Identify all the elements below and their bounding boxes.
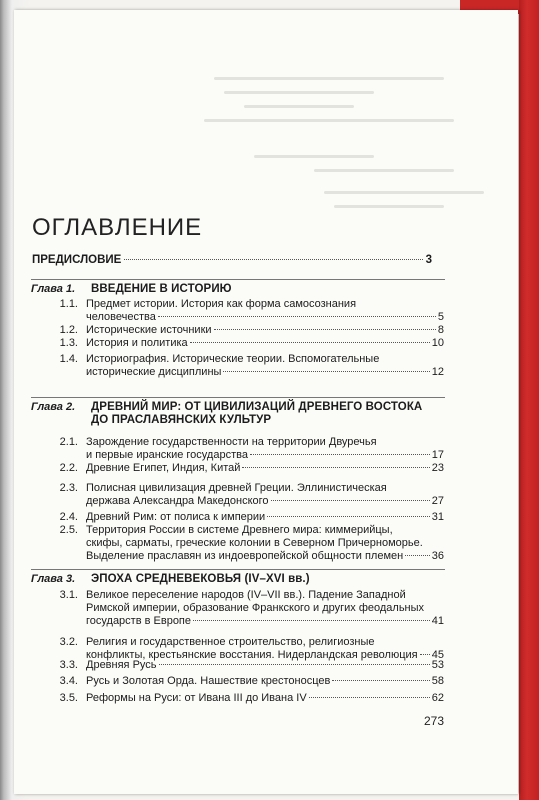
dot-leader bbox=[158, 316, 436, 317]
section-title-last-line bbox=[86, 615, 444, 628]
section-number: 3.1. bbox=[59, 589, 78, 601]
section-title bbox=[86, 524, 444, 563]
preface-label: ПРЕДИСЛОВИЕ bbox=[32, 254, 122, 266]
dot-leader bbox=[267, 516, 430, 517]
section-number: 1.4. bbox=[59, 353, 78, 365]
section-title-line: Полисная цивилизация древней Греции. Эллинистическая bbox=[86, 482, 387, 494]
section-number: 2.3. bbox=[59, 482, 78, 494]
section-page-number: 27 bbox=[431, 495, 444, 507]
section-number: 2.5. bbox=[59, 524, 78, 536]
dot-leader bbox=[250, 454, 430, 455]
chapter-divider bbox=[31, 397, 445, 398]
section-page-number: 5 bbox=[437, 311, 444, 323]
section-number: 3.5. bbox=[59, 692, 78, 704]
preface-page: 3 bbox=[425, 254, 432, 266]
section-page-number: 58 bbox=[431, 675, 444, 687]
section-title bbox=[86, 511, 444, 524]
section-title-line: Исторические источники bbox=[86, 324, 212, 336]
section-title bbox=[86, 337, 444, 350]
section-title-line: Русь и Золотая Орда. Нашествие крестоносцев bbox=[86, 675, 331, 687]
section-title-last-line bbox=[86, 659, 444, 672]
section-number: 3.3. bbox=[59, 659, 78, 671]
section-title-last-line bbox=[86, 366, 444, 379]
section-title-last-line bbox=[86, 311, 444, 324]
section-title-lines bbox=[86, 482, 444, 495]
section-title-line: Древний Рим: от полиса к империи bbox=[86, 511, 266, 523]
chapter-divider bbox=[31, 569, 445, 570]
section-title-line: Религия и государственное строительство, религиозные bbox=[86, 636, 375, 648]
section-title-line: Историография. Исторические теории. Вспомогательные bbox=[86, 353, 380, 365]
section-title-line: Выделение праславян из индоевропейской общности племен bbox=[86, 550, 404, 562]
section-title-lines bbox=[86, 353, 444, 366]
section-title-last-line bbox=[86, 449, 444, 462]
dot-leader bbox=[193, 620, 430, 621]
section-title-line: и первые иранские государства bbox=[86, 449, 248, 461]
chapter-title-line: ВВЕДЕНИЕ В ИСТОРИЮ bbox=[91, 283, 232, 295]
section-number: 1.1. bbox=[59, 298, 78, 310]
chapter-divider bbox=[31, 279, 445, 280]
section-title-last-line bbox=[86, 550, 444, 563]
section-page-number: 31 bbox=[431, 511, 444, 523]
section-page-number: 45 bbox=[431, 649, 444, 661]
section-title-line: держава Александра Македонского bbox=[86, 495, 269, 507]
section-title-line: Зарождение государственности на территории Двуречья bbox=[86, 436, 377, 448]
section-title bbox=[86, 298, 444, 324]
dot-leader bbox=[159, 664, 430, 665]
section-title-line: Римской империи, образование Франкского и других феодальных bbox=[86, 602, 425, 614]
chapter-title-line: ДРЕВНИЙ МИР: ОТ ЦИВИЛИЗАЦИЙ ДРЕВНЕГО ВОСТОКА bbox=[91, 401, 423, 413]
section-title-lines bbox=[86, 298, 444, 311]
section-title-last-line bbox=[86, 675, 444, 688]
section-number: 3.2. bbox=[59, 636, 78, 648]
section-number: 1.3. bbox=[59, 337, 78, 349]
section-title-line: человечества bbox=[86, 311, 156, 323]
section-title-line: конфликты, крестьянские восстания. Нидерландская революция bbox=[86, 649, 418, 661]
section-title-line: Реформы на Руси: от Ивана III до Ивана IV bbox=[86, 692, 307, 704]
chapter-title bbox=[91, 401, 431, 427]
chapter-title-line: ДО ПРАСЛАВЯНСКИХ КУЛЬТУР bbox=[91, 414, 272, 426]
section-title bbox=[86, 675, 444, 688]
dot-leader bbox=[124, 259, 422, 260]
section-title bbox=[86, 482, 444, 508]
section-title-last-line bbox=[86, 324, 444, 337]
dot-leader bbox=[223, 371, 429, 372]
dot-leader bbox=[420, 654, 430, 655]
section-page-number: 62 bbox=[431, 692, 444, 704]
section-page-number: 17 bbox=[431, 449, 444, 461]
section-number: 1.2. bbox=[59, 324, 78, 336]
section-title bbox=[86, 353, 444, 379]
section-title-last-line bbox=[86, 495, 444, 508]
section-page-number: 12 bbox=[431, 366, 444, 378]
section-title-line: Территория России в системе Древнего мира: киммерийцы, bbox=[86, 524, 393, 536]
section-title bbox=[86, 462, 444, 475]
section-title-last-line bbox=[86, 337, 444, 350]
dot-leader bbox=[190, 342, 430, 343]
section-page-number: 41 bbox=[431, 615, 444, 627]
section-title-line: Великое переселение народов (IV–VII вв.). Падение Западной bbox=[86, 589, 406, 601]
section-title-last-line bbox=[86, 692, 444, 705]
section-title-lines bbox=[86, 636, 444, 649]
section-page-number: 53 bbox=[431, 659, 444, 671]
section-title bbox=[86, 589, 444, 628]
dot-leader bbox=[405, 555, 430, 556]
section-number: 2.2. bbox=[59, 462, 78, 474]
dot-leader bbox=[309, 697, 430, 698]
section-title bbox=[86, 436, 444, 462]
chapter-title bbox=[91, 283, 431, 296]
section-title-line: Древние Египет, Индия, Китай bbox=[86, 462, 241, 474]
section-page-number: 36 bbox=[431, 550, 444, 562]
chapter-label: Глава 1. bbox=[31, 283, 76, 295]
section-title-line: Древняя Русь bbox=[86, 659, 157, 671]
section-page-number: 8 bbox=[437, 324, 444, 336]
section-title-last-line bbox=[86, 462, 444, 475]
dot-leader bbox=[214, 329, 436, 330]
section-title-last-line bbox=[86, 511, 444, 524]
section-title-lines bbox=[86, 436, 444, 449]
chapter-label: Глава 2. bbox=[31, 401, 76, 413]
dot-leader bbox=[271, 500, 430, 501]
section-title-line: История и политика bbox=[86, 337, 188, 349]
chapter-title bbox=[91, 573, 431, 586]
page-title: ОГЛАВЛЕНИЕ bbox=[32, 214, 203, 241]
section-title-line: государств в Европе bbox=[86, 615, 192, 627]
section-title-line: исторические дисциплины bbox=[86, 366, 222, 378]
section-title bbox=[86, 659, 444, 672]
section-title-line: Предмет истории. История как форма самосознания bbox=[86, 298, 357, 310]
section-title bbox=[86, 324, 444, 337]
chapter-label: Глава 3. bbox=[31, 573, 76, 585]
section-page-number: 10 bbox=[431, 337, 444, 349]
section-number: 3.4. bbox=[59, 675, 78, 687]
section-page-number: 23 bbox=[431, 462, 444, 474]
section-title-lines bbox=[86, 589, 444, 615]
dot-leader bbox=[242, 467, 429, 468]
section-title-line: скифы, сарматы, греческие колонии в Северном Причерноморье. bbox=[86, 537, 423, 549]
section-title-lines bbox=[86, 524, 444, 550]
chapter-title-line: ЭПОХА СРЕДНЕВЕКОВЬЯ (IV–XVI вв.) bbox=[91, 573, 310, 585]
page-number: 273 bbox=[424, 714, 445, 728]
section-number: 2.4. bbox=[59, 511, 78, 523]
toc-entry-preface[interactable] bbox=[32, 254, 432, 267]
section-number: 2.1. bbox=[59, 436, 78, 448]
dot-leader bbox=[332, 680, 429, 681]
section-title bbox=[86, 692, 444, 705]
